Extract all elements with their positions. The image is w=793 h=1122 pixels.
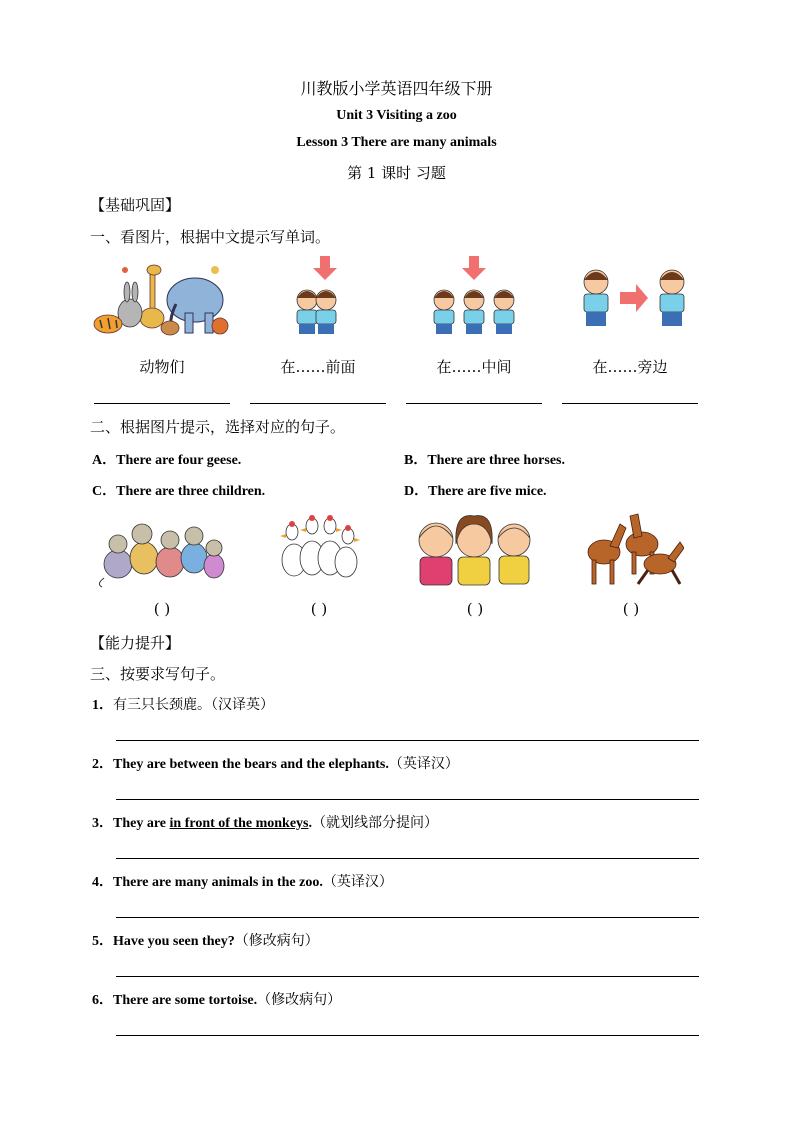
question-2 <box>92 753 459 773</box>
answer-line-q4[interactable] <box>116 917 699 918</box>
question-text: They are between the bears and the elephants. <box>113 757 389 772</box>
question-text: There are many animals in the zoo. <box>113 875 323 890</box>
horses-picture <box>580 512 684 588</box>
lesson-title: Lesson 3 There are many animals <box>296 135 497 150</box>
part2-instruction: 二、根据图片提示，选择对应的句子。 <box>90 418 346 436</box>
section-basic-heading: 【基础巩固】 <box>90 196 181 214</box>
question-5 <box>92 930 319 950</box>
question-number: 3． <box>92 816 113 831</box>
option-b <box>404 449 565 469</box>
answer-bracket-4[interactable]: ( ) <box>622 600 640 618</box>
answer-line-q1[interactable] <box>116 740 699 741</box>
option-letter: B． <box>404 453 428 468</box>
answer-line-2[interactable] <box>250 403 386 404</box>
option-text: There are three horses. <box>427 453 565 468</box>
question-note: （英译汉） <box>322 874 393 890</box>
answer-line-1[interactable] <box>94 403 230 404</box>
question-note: （英译汉） <box>388 756 459 772</box>
option-letter: D． <box>404 484 429 499</box>
question-suffix: . <box>308 816 312 831</box>
question-number: 6． <box>92 993 113 1008</box>
question-text: Have you seen they? <box>113 934 235 949</box>
unit-title: Unit 3 Visiting a zoo <box>336 108 457 123</box>
answer-bracket-3[interactable]: ( ) <box>466 600 484 618</box>
question-number: 5． <box>92 934 113 949</box>
option-letter: A． <box>92 453 117 468</box>
geese-picture <box>276 508 360 588</box>
option-text: There are three children. <box>116 484 266 499</box>
part3-instruction: 三、按要求写句子。 <box>90 665 226 683</box>
question-note: （就划线部分提问） <box>311 815 438 831</box>
question-number: 1． <box>92 698 113 713</box>
worksheet-title: 川教版小学英语四年级下册 <box>300 79 493 98</box>
beside-picture <box>576 262 696 336</box>
question-text: There are some tortoise. <box>113 993 258 1008</box>
question-number: 2． <box>92 757 113 772</box>
question-4 <box>92 871 393 891</box>
between-picture <box>428 254 522 340</box>
caption-animals: 动物们 <box>139 358 185 376</box>
question-text: 有三只长颈鹿。 <box>113 697 211 713</box>
animals-picture <box>90 258 235 340</box>
option-letter: C． <box>92 484 117 499</box>
option-d <box>404 480 547 500</box>
option-c <box>92 480 265 500</box>
question-note: （汉译英） <box>211 697 274 713</box>
question-prefix: They are <box>113 816 170 831</box>
answer-line-q2[interactable] <box>116 799 699 800</box>
answer-line-3[interactable] <box>406 403 542 404</box>
option-text: There are four geese. <box>116 453 242 468</box>
option-text: There are five mice. <box>428 484 547 499</box>
answer-bracket-2[interactable]: ( ) <box>310 600 328 618</box>
answer-line-q6[interactable] <box>116 1035 699 1036</box>
question-number: 4． <box>92 875 113 890</box>
question-note: （修改病句） <box>234 933 319 949</box>
caption-between: 在……中间 <box>436 358 512 376</box>
in-front-of-picture <box>287 254 347 340</box>
caption-beside: 在……旁边 <box>592 358 668 376</box>
question-1 <box>92 694 274 714</box>
answer-line-q3[interactable] <box>116 858 699 859</box>
answer-line-4[interactable] <box>562 403 698 404</box>
option-a <box>92 449 241 469</box>
period-title: 第 1 课时 习题 <box>347 164 446 182</box>
question-3 <box>92 812 438 832</box>
question-6 <box>92 989 341 1009</box>
part1-instruction: 一、看图片，根据中文提示写单词。 <box>90 228 331 246</box>
question-note: （修改病句） <box>257 992 342 1008</box>
answer-bracket-1[interactable]: ( ) <box>153 600 171 618</box>
section-advanced-heading: 【能力提升】 <box>90 634 181 652</box>
children-picture <box>414 510 538 588</box>
caption-in-front-of: 在……前面 <box>280 358 356 376</box>
question-underlined: in front of the monkeys <box>169 816 309 831</box>
answer-line-q5[interactable] <box>116 976 699 977</box>
mice-picture <box>96 508 228 588</box>
